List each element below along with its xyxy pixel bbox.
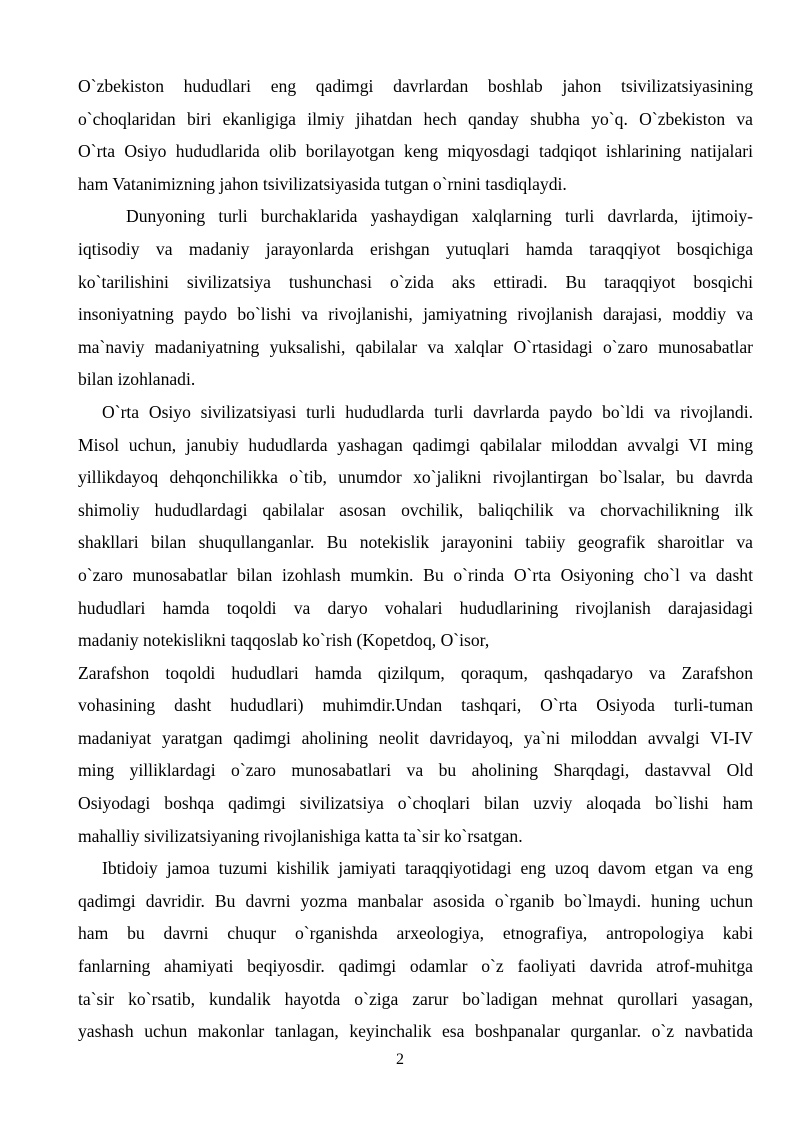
text-line: vohasining dasht hududlari) muhimdir.Undan tashqari, O`rta Osiyoda turli-tuman [78,695,753,716]
text-line: bilan izohlanadi. [78,369,196,390]
text-line: iqtisodiy va madaniy jarayonlarda erishgan yutuqlari hamda taraqqiyot bosqichiga [78,238,753,259]
text-line: qadimgi davridir. Bu davrni yozma manbalar asosida o`rganib bo`lmaydi. huning uchun [78,890,753,911]
text-line: Osiyodagi boshqa qadimgi sivilizatsiya o`choqlari bilan uzviy aloqada bo`lishi ham [78,793,753,814]
paragraph [78,200,753,396]
text-line: ko`tarilishini sivilizatsiya tushunchasi o`zida aks ettiradi. Bu taraqqiyot bosqichi [78,271,753,292]
text-line: Misol uchun, janubiy hududlarda yashagan qadimgi qabilalar miloddan avvalgi VI ming [78,434,753,455]
text-line: O`rta Osiyo sivilizatsiyasi turli hududlarda turli davrlarda paydo bo`ldi va rivojlandi. [102,401,753,422]
text-line: O`rta Osiyo hududlarida olib borilayotgan keng miqyosdagi tadqiqot ishlarining natijalari [78,141,753,162]
text-line: fanlarning ahamiyati beqiyosdir. qadimgi odamlar o`z faoliyati davrida atrof-muhitga [78,956,753,977]
text-line: yashash uchun makonlar tanlagan, keyinchalik esa boshpanalar qurganlar. o`z navbatida [78,1021,753,1042]
text-line: O`zbekiston hududlari eng qadimgi davrlardan boshlab jahon tsivilizatsiyasining [78,76,753,96]
paragraph [78,657,753,853]
text-line: Zarafshon toqoldi hududlari hamda qizilqum, qoraqum, qashqadaryo va Zarafshon [78,662,753,683]
paragraph [78,396,753,657]
text-line: shimoliy hududlardagi qabilalar asosan ovchilik, baliqchilik va chorvachilikning ilk [78,499,753,520]
text-line: shakllari bilan shuqullanganlar. Bu notekislik jarayonini tabiiy geografik sharoitlar va [78,532,753,553]
text-line: yillikdayoq dehqonchilikka o`tib, unumdor xo`jalikni rivojlantirgan bo`lsalar, bu davrda [78,467,753,488]
text-line: ham Vatanimizning jahon tsivilizatsiyasida tutgan o`rnini tasdiqlaydi. [78,173,567,194]
text-line: hududlari hamda toqoldi va daryo vohalari hududlarining rivojlanish darajasidagi [78,597,753,618]
document-page [78,70,753,1048]
text-line: o`zaro munosabatlar bilan izohlash mumkin. Bu o`rinda O`rta Osiyoning cho`l va dasht [78,564,753,585]
text-line: ham bu davrni chuqur o`rganishda arxeologiya, etnografiya, antropologiya kabi [78,923,753,944]
paragraph [78,70,753,200]
text-line: mahalliy sivilizatsiyaning rivojlanishiga katta ta`sir ko`rsatgan. [78,825,523,846]
text-line: o`choqlaridan biri ekanligiga ilmiy jihatdan hech qanday shubha yo`q. O`zbekiston va [78,108,753,129]
text-line: ma`naviy madaniyatning yuksalishi, qabilalar va xalqlar O`rtasidagi o`zaro munosabatlar [78,336,753,357]
page-number: 2 [396,1051,404,1068]
text-line: madaniyat yaratgan qadimgi aholining neolit davridayoq, ya`ni miloddan avvalgi VI-IV [78,727,753,748]
text-line: madaniy notekislikni taqqoslab ko`rish (Kopetdoq, O`isor, [78,630,490,651]
text-line: ta`sir ko`rsatib, kundalik hayotda o`ziga zarur bo`ladigan mehnat qurollari yasagan, [78,988,753,1009]
text-line: ming yilliklardagi o`zaro munosabatlari va bu aholining Sharqdagi, dastavval Old [78,760,753,781]
text-line: insoniyatning paydo bo`lishi va rivojlanishi, jamiyatning rivojlanish darajasi, moddiy va [78,304,753,325]
text-line: Dunyoning turli burchaklarida yashaydigan xalqlarning turli davrlarda, ijtimoiy- [126,206,753,227]
paragraph [78,852,753,1048]
text-line: Ibtidoiy jamoa tuzumi kishilik jamiyati taraqqiyotidagi eng uzoq davom etgan va eng [102,858,753,879]
